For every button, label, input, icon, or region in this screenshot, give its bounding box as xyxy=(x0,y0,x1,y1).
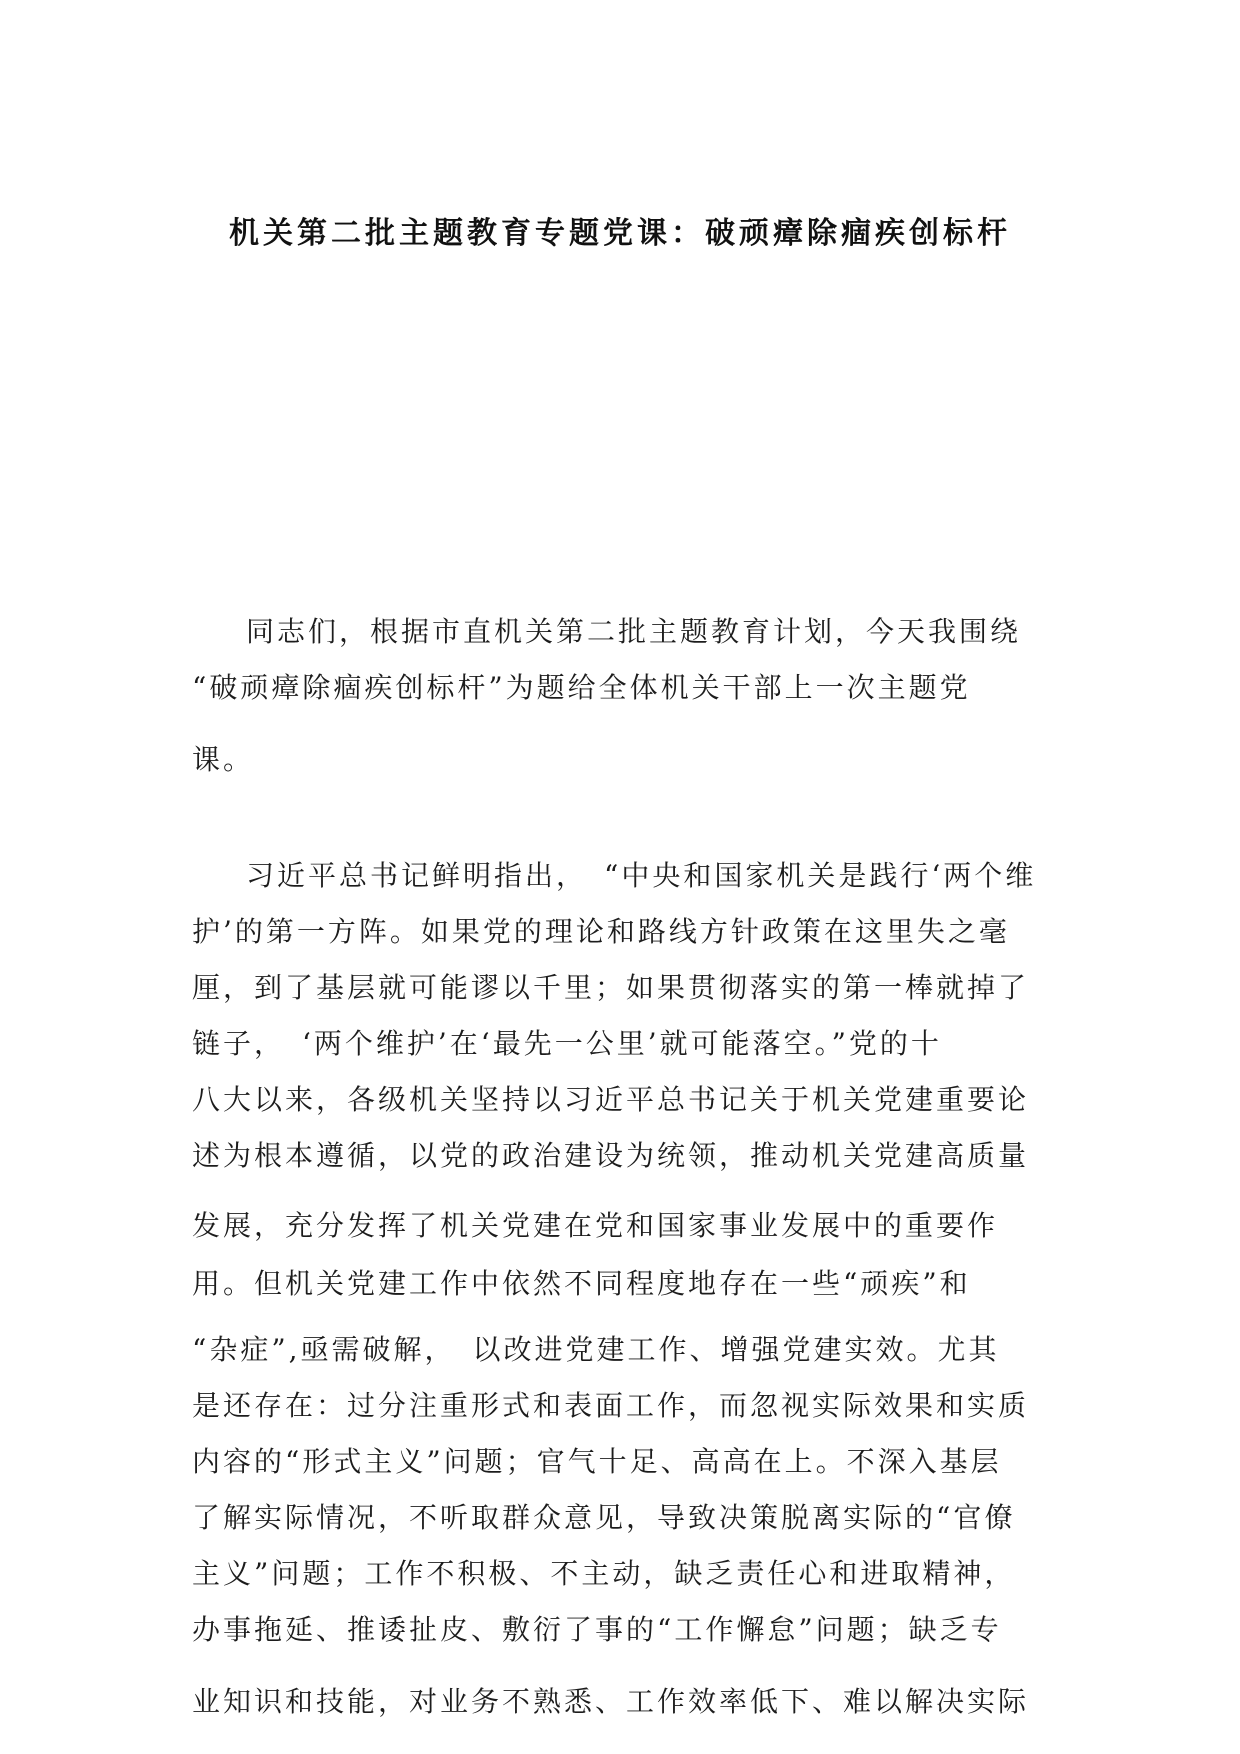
text-line: 了解实际情况，不听取群众意见，导致决策脱离实际的“官僚 xyxy=(192,1501,1016,1534)
text-line: 课。 xyxy=(192,743,255,776)
text-line: 办事拖延、推诿扯皮、敷衍了事的“工作懈怠”问题；缺乏专 xyxy=(192,1613,1002,1646)
text-line: 是还存在：过分注重形式和表面工作，而忽视实际效果和实质 xyxy=(192,1389,1030,1422)
text-line: 护’的第一方阵。如果党的理论和路线方针政策在这里失之毫 xyxy=(192,915,1010,948)
text-line: “杂症”,亟需破解， 以改进党建工作、增强党建实效。尤其 xyxy=(192,1333,1000,1366)
text-line: 述为根本遵循，以党的政治建设为统领，推动机关党建高质量 xyxy=(192,1139,1030,1172)
text-line: 内容的“形式主义”问题；官气十足、高高在上。不深入基层 xyxy=(192,1445,1002,1478)
text-line: 习近平总书记鲜明指出， “中央和国家机关是践行‘两个维 xyxy=(246,859,1037,892)
text-line: “破顽瘴除痼疾创标杆”为题给全体机关干部上一次主题党 xyxy=(192,671,971,704)
text-line: 主义”问题；工作不积极、不主动，缺乏责任心和进取精神， xyxy=(192,1557,1016,1590)
document-title: 机关第二批主题教育专题党课：破顽瘴除痼疾创标杆 xyxy=(229,216,1011,251)
text-line: 八大以来，各级机关坚持以习近平总书记关于机关党建重要论 xyxy=(192,1083,1030,1116)
text-line: 链子， ‘两个维护’在‘最先一公里’就可能落空。”党的十 xyxy=(192,1027,942,1060)
text-line: 用。但机关党建工作中依然不同程度地存在一些“顽疾”和 xyxy=(192,1267,971,1300)
text-line: 同志们，根据市直机关第二批主题教育计划，今天我围绕 xyxy=(246,615,1022,648)
text-line: 发展，充分发挥了机关党建在党和国家事业发展中的重要作 xyxy=(192,1209,999,1242)
text-line: 业知识和技能，对业务不熟悉、工作效率低下、难以解决实际 xyxy=(192,1685,1030,1718)
text-line: 厘，到了基层就可能谬以千里；如果贯彻落实的第一棒就掉了 xyxy=(192,971,1030,1004)
